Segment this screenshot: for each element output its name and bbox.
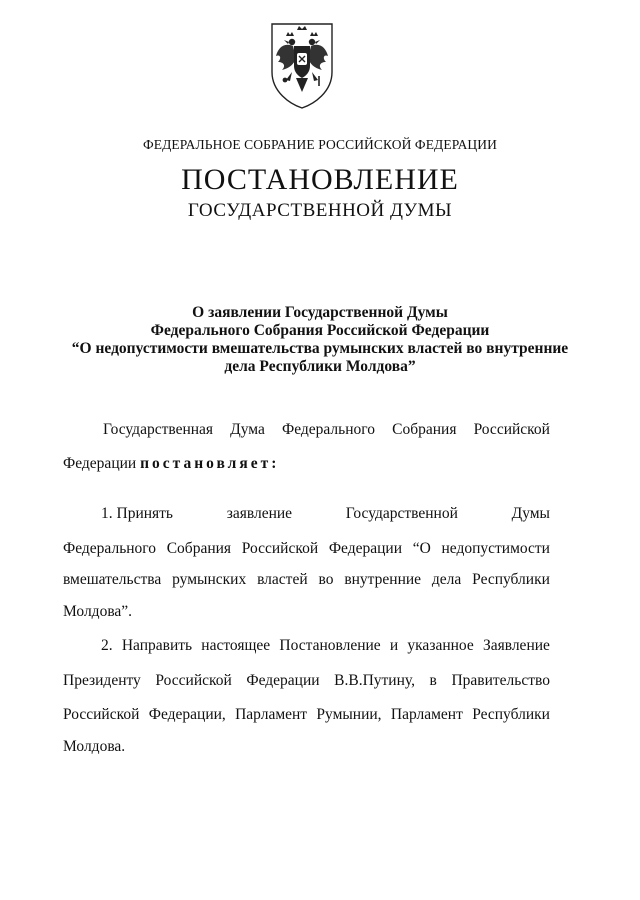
item-2-line: Молдова.	[63, 738, 126, 755]
item-2-line	[101, 637, 550, 655]
word: Президенту	[63, 672, 141, 689]
word: Российской	[473, 421, 550, 438]
word: в	[429, 672, 437, 689]
word: Федерального	[281, 421, 376, 438]
word: Российской	[241, 540, 319, 557]
coat-of-arms-icon	[266, 20, 338, 110]
word: румынских	[172, 571, 247, 588]
item-1-line	[101, 505, 550, 523]
word: властей	[257, 571, 308, 588]
word: Дума	[230, 421, 265, 438]
document-type-title: ПОСТАНОВЛЕНИЕ	[181, 163, 459, 196]
document-issuer-title: ГОСУДАРСТВЕННОЙ ДУМЫ	[187, 200, 453, 221]
preamble-text: Федерации	[63, 455, 141, 472]
subject-line: дела Республики Молдова”	[224, 358, 416, 375]
word: Заявление	[482, 637, 550, 654]
word: во	[318, 571, 334, 588]
document-subject	[40, 304, 600, 376]
preamble-line	[103, 421, 550, 439]
subject-line: “О недопустимости вмешательства румынских властей во внутренние	[71, 340, 569, 357]
word: Постановление	[279, 637, 381, 654]
word: Государственной	[345, 505, 458, 522]
word: Федерации	[328, 540, 403, 557]
item-2-line	[63, 706, 550, 724]
word: вмешательства	[63, 571, 162, 588]
word: Думы	[511, 505, 550, 522]
word: Собрания	[166, 540, 232, 557]
word: Российской	[155, 672, 232, 689]
resolve-keyword: постановляет:	[140, 455, 280, 472]
item-1-line: Молдова”.	[63, 603, 133, 620]
word: настоящее	[201, 637, 271, 654]
word: Республики	[472, 706, 550, 723]
item-1-line	[63, 571, 550, 589]
word: Парламент	[235, 706, 308, 723]
word: указанное	[407, 637, 474, 654]
word: Государственная	[103, 421, 214, 438]
subject-line: Федерального Собрания Российской Федерации	[150, 322, 490, 339]
word: и	[389, 637, 399, 654]
subject-line: О заявлении Государственной Думы	[192, 304, 448, 321]
word: дела	[431, 571, 462, 588]
word: Федерации,	[148, 706, 226, 723]
word: Румынии,	[316, 706, 382, 723]
preamble-line	[63, 455, 550, 473]
word: 2.	[101, 637, 113, 654]
word: Федерации	[246, 672, 320, 689]
item-1-line	[63, 540, 550, 558]
word: “О	[412, 540, 431, 557]
word: Федерального	[63, 540, 157, 557]
word: В.В.Путину,	[334, 672, 415, 689]
word: заявление	[226, 505, 293, 522]
word: Парламент	[390, 706, 463, 723]
word: Правительство	[451, 672, 550, 689]
word: Республики	[472, 571, 550, 588]
word: 1. Принять	[101, 505, 174, 522]
word: недопустимости	[441, 540, 550, 557]
word: Российской	[63, 706, 140, 723]
organization-header: ФЕДЕРАЛЬНОЕ СОБРАНИЕ РОССИЙСКОЙ ФЕДЕРАЦИИ	[143, 137, 497, 152]
word: Собрания	[392, 421, 457, 438]
item-2-line	[63, 672, 550, 690]
word: внутренние	[344, 571, 422, 588]
word: Направить	[121, 637, 193, 654]
